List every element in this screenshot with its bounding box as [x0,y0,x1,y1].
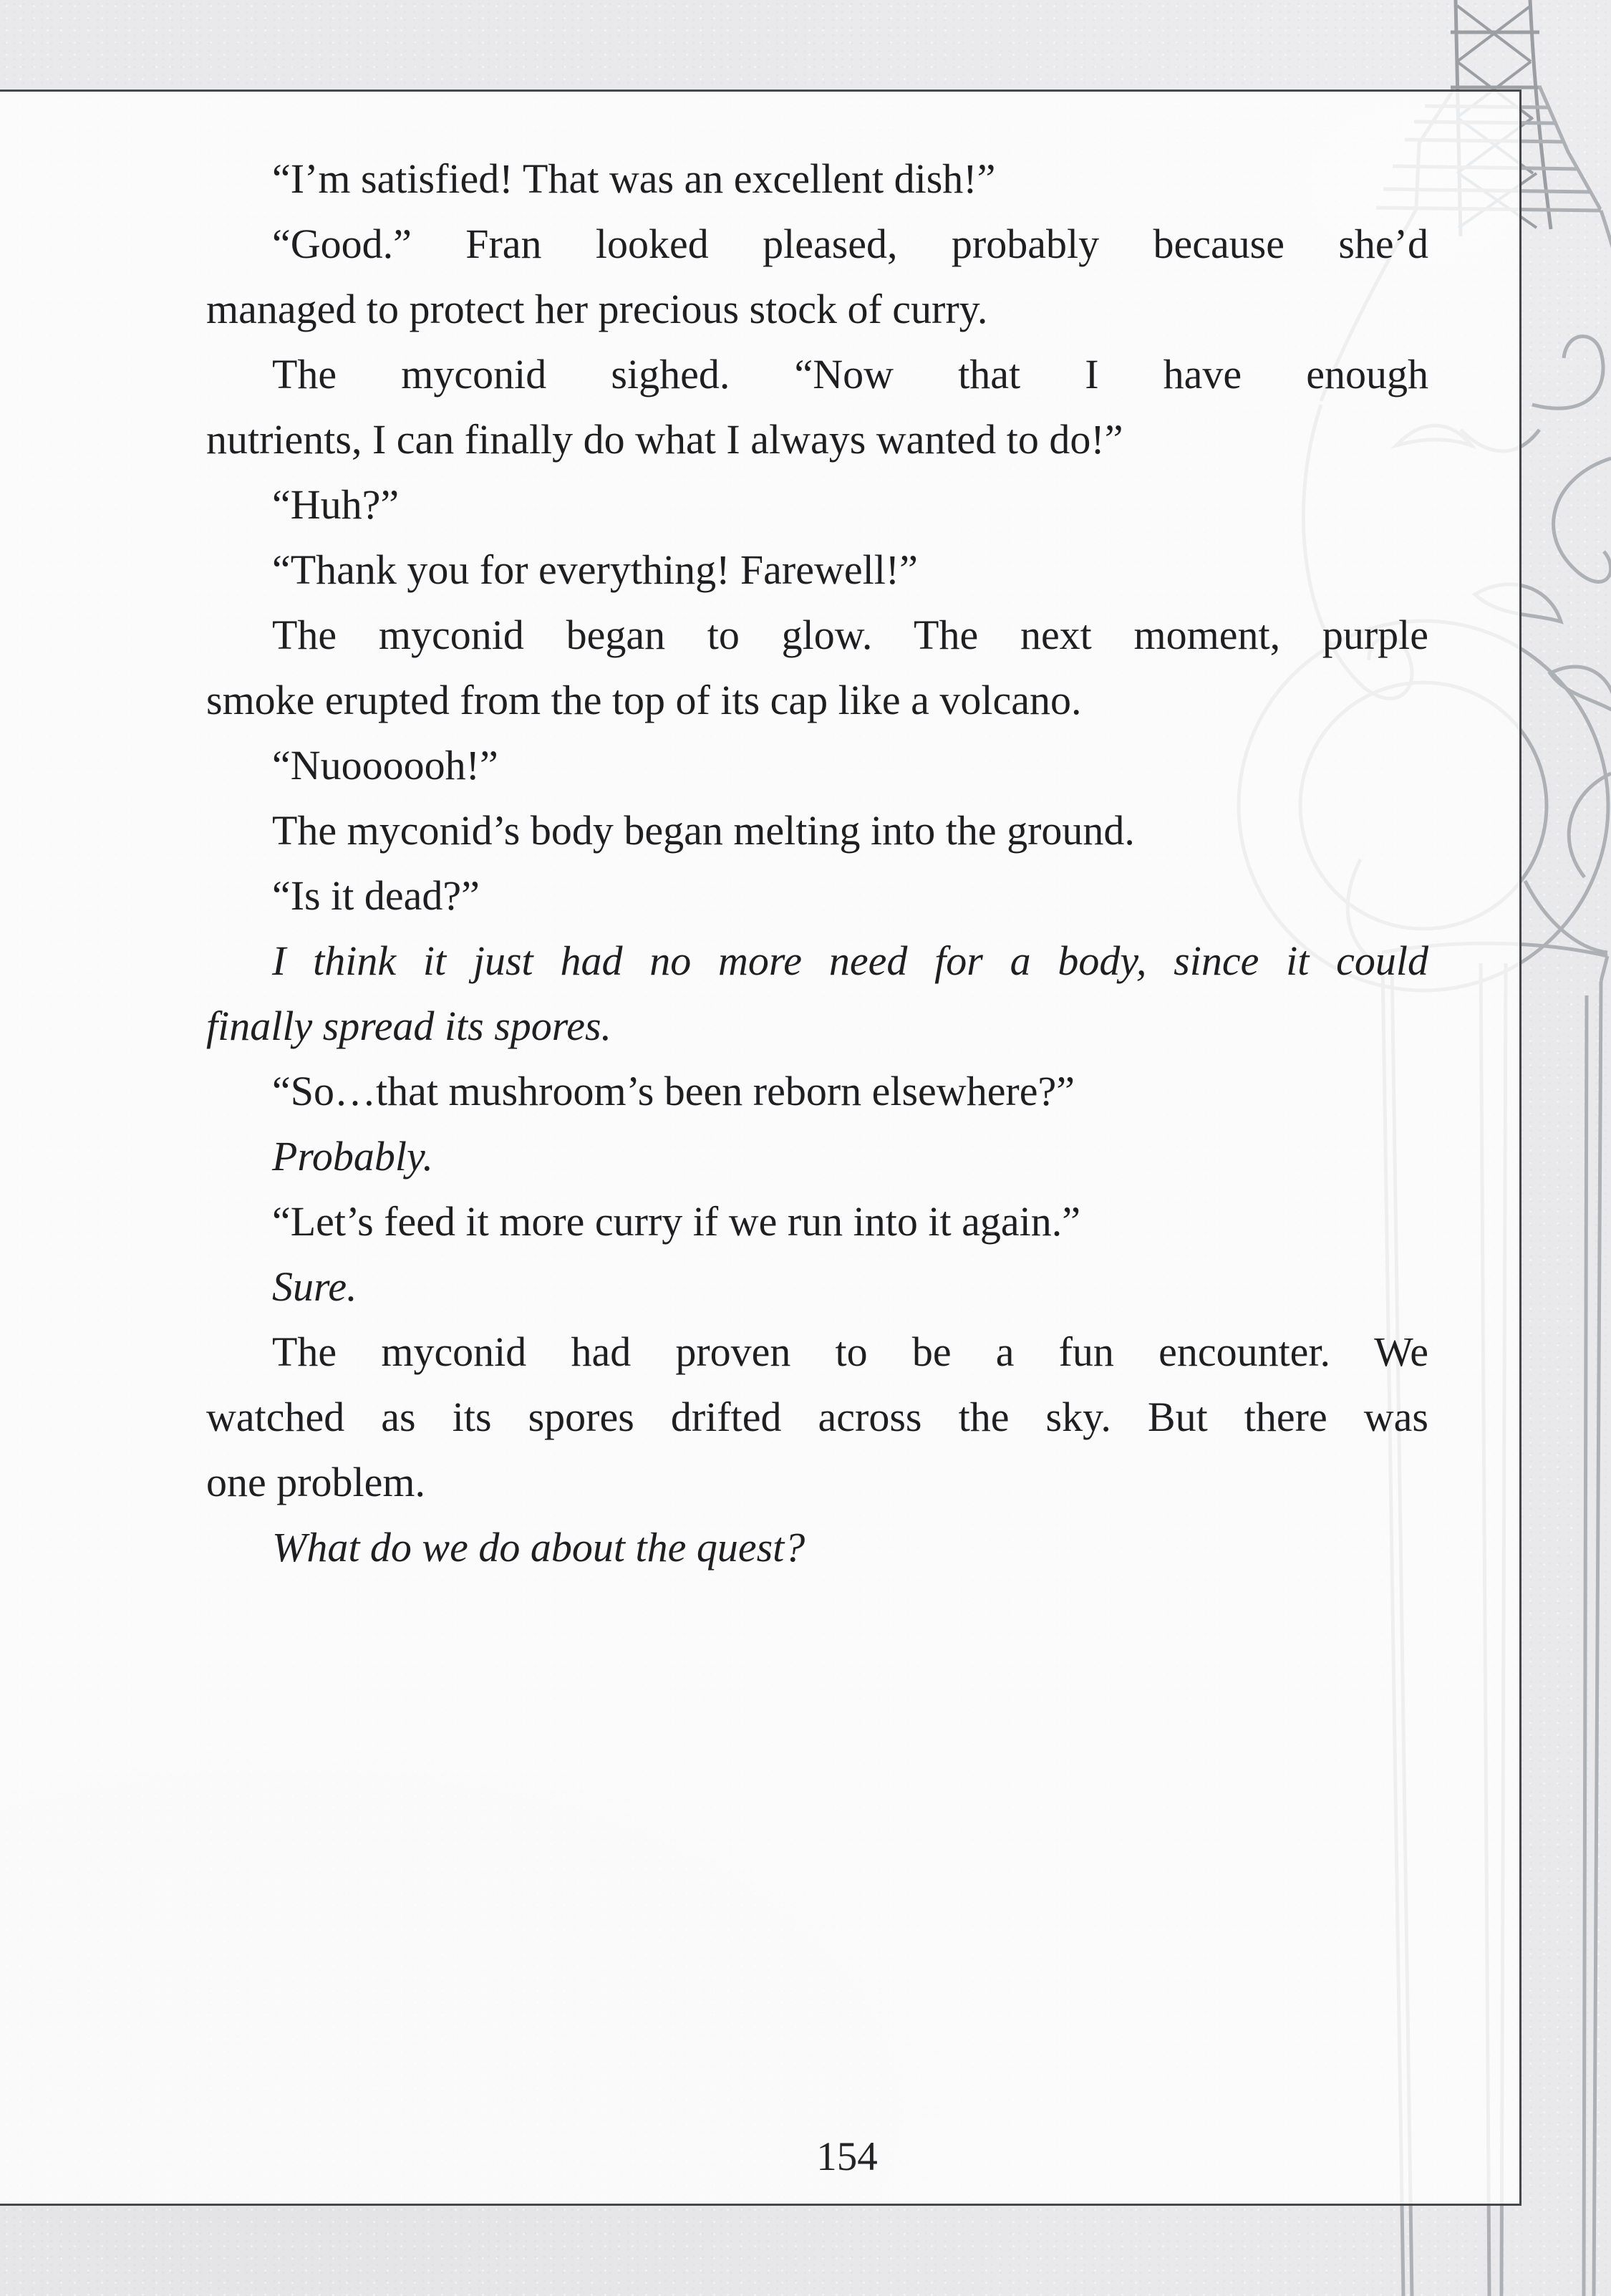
text-line: The myconid sighed. “Now that I have enough [272,351,1428,397]
text-line: “Is it dead?” [272,872,480,919]
text-line: “So…that mushroom’s been reborn elsewhere?” [272,1068,1075,1114]
text-line: Sure. [272,1263,357,1310]
text-line: “Good.” Fran looked pleased, probably because she’d [272,221,1428,267]
text-line: The myconid’s body began melting into the ground. [272,807,1135,854]
text-line: What do we do about the quest? [272,1524,806,1571]
page-number: 154 [816,2134,878,2179]
content-frame [0,90,1522,2206]
text-line: I think it just had no more need for a body, since it could [272,937,1428,984]
body-text [206,146,1428,1580]
text-line: The myconid had proven to be a fun encounter. We [272,1328,1428,1375]
text-line: “Huh?” [272,481,400,528]
text-line: finally spread its spores. [206,1003,612,1049]
text-line: watched as its spores drifted across the sky. But there was [206,1394,1428,1440]
text-line: smoke erupted from the top of its cap like a volcano. [206,677,1082,723]
text-line: “I’m satisfied! That was an excellent dish!” [272,155,996,202]
text-line: “Thank you for everything! Farewell!” [272,546,918,593]
text-line: The myconid began to glow. The next moment, purple [272,612,1428,658]
text-line: one problem. [206,1459,426,1505]
text-line: “Let’s feed it more curry if we run into it again.” [272,1198,1080,1245]
text-line: “Nuoooooh!” [272,742,498,788]
text-line: managed to protect her precious stock of curry. [206,286,988,332]
text-line: Probably. [272,1133,434,1180]
text-line: nutrients, I can finally do what I always wanted to do!” [206,416,1123,463]
